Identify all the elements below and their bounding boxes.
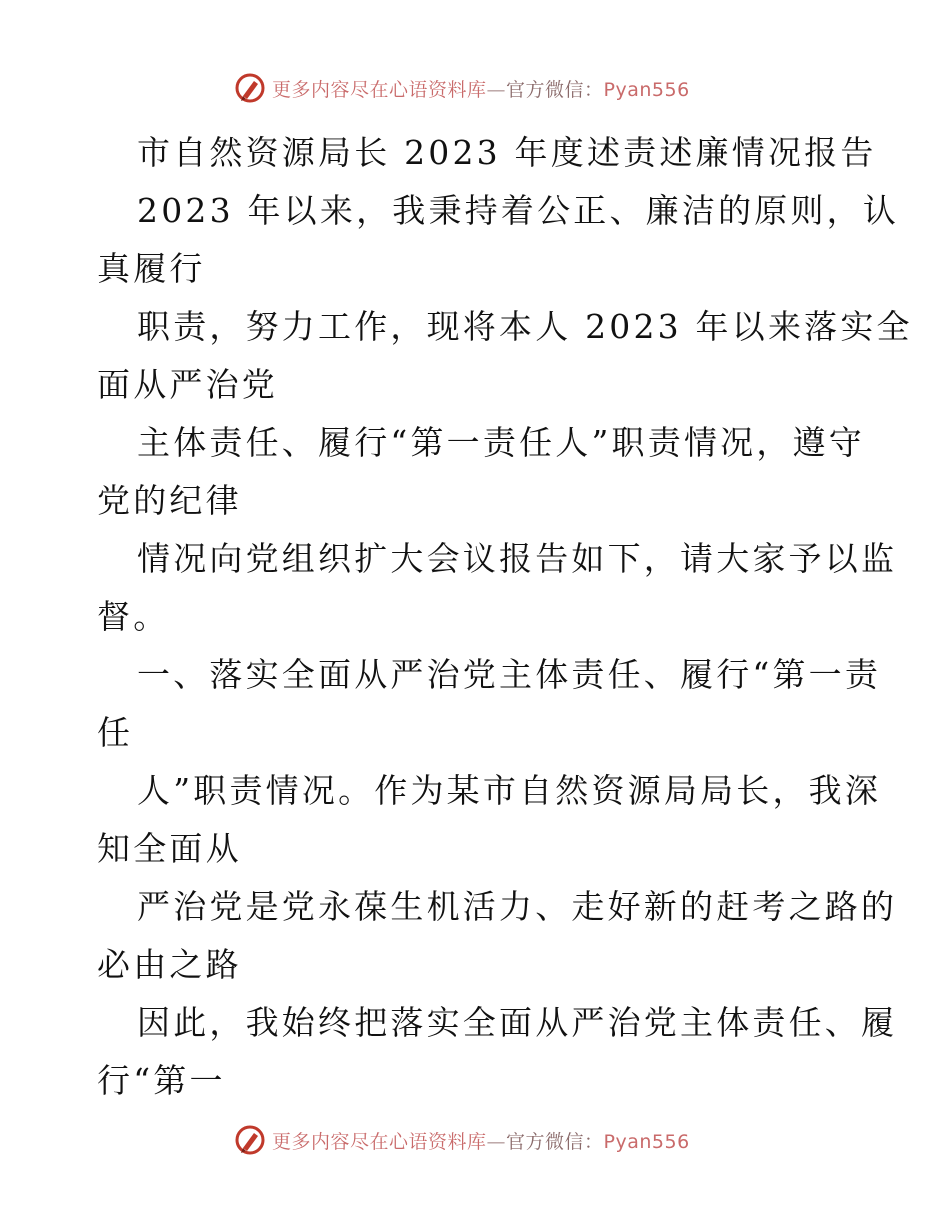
document-body — [97, 124, 913, 1110]
banner-wechat-label: 官方微信： — [506, 1130, 604, 1153]
banner-wechat-id: Pyan556 — [603, 1130, 690, 1153]
banner-wechat-label: 官方微信： — [506, 78, 604, 101]
banner-separator: — — [486, 1130, 507, 1153]
text-line: 知全面从 — [97, 829, 242, 868]
banner-title: 更多内容尽在心语资料库 — [272, 78, 487, 101]
section-heading: 一、落实全面从严治党主体责任、履行“第一责 — [137, 655, 882, 694]
text-line: 主体责任、履行“第一责任人”职责情况，遵守 — [137, 423, 865, 462]
banner-wechat-id: Pyan556 — [603, 78, 690, 101]
text-line: 党的纪律 — [97, 481, 242, 520]
text-line: 面从严治党 — [97, 365, 278, 404]
header-banner — [0, 68, 950, 108]
text-line: 人”职责情况。作为某市自然资源局局长，我深 — [137, 771, 882, 810]
banner-separator: — — [486, 78, 507, 101]
text-line: 督。 — [97, 597, 170, 636]
text-line: 2023 年以来，我秉持着公正、廉洁的原则，认 — [137, 191, 900, 230]
text-line: 因此，我始终把落实全面从严治党主体责任、履 — [137, 1003, 898, 1042]
text-line: 情况向党组织扩大会议报告如下，请大家予以监 — [137, 539, 898, 578]
pen-nib-logo-icon — [234, 1124, 266, 1156]
text-line: 行“第一 — [97, 1061, 226, 1100]
document-title: 市自然资源局长 2023 年度述责述廉情况报告 — [137, 133, 877, 172]
banner-title: 更多内容尽在心语资料库 — [272, 1130, 487, 1153]
text-line: 职责，努力工作，现将本人 2023 年以来落实全 — [137, 307, 913, 346]
footer-banner — [0, 1120, 950, 1160]
text-line: 任 — [97, 713, 134, 752]
text-line: 真履行 — [97, 249, 206, 288]
text-line: 必由之路 — [97, 945, 242, 984]
pen-nib-logo-icon — [234, 72, 266, 104]
text-line: 严治党是党永葆生机活力、走好新的赶考之路的 — [137, 887, 898, 926]
